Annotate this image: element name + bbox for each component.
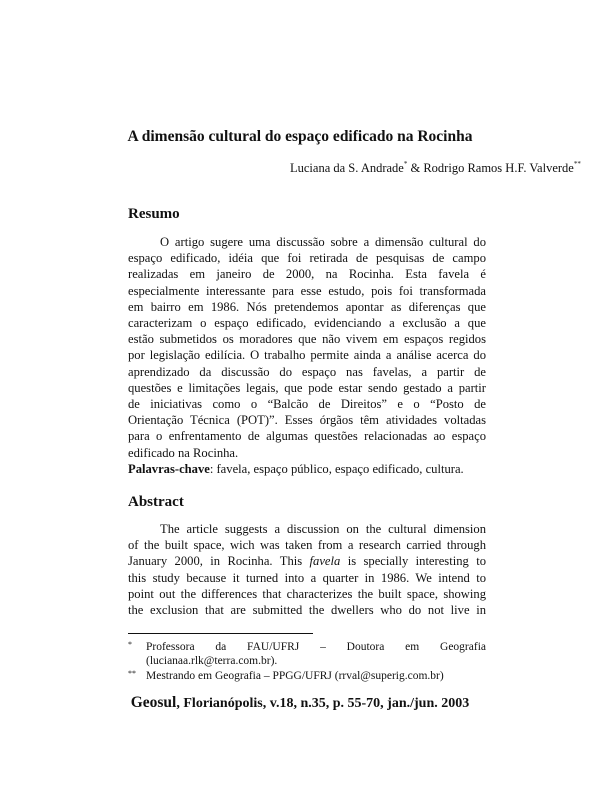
resumo-line: O artigo sugere uma discussão sobre a dimensão cultural do [160,235,486,249]
abstract-line-end: is specially interesting to [340,554,486,569]
resumo-line: de iniciativas como o “Balcão de Direitos” e o “Posto de [128,397,486,412]
keywords-label: Palavras-chave [128,461,210,476]
abstract-line: The article suggests a discussion on the cultural dimension [160,522,486,536]
keywords-line [128,461,486,477]
resumo-line: espaço edificado, idéia que foi retirada de pesquisas de campo [128,251,486,266]
resumo-line: realizadas em janeiro de 2000, na Rocinha. Esta favela é [128,267,486,282]
resumo-heading: Resumo [128,206,180,222]
abstract-line-start: January 2000, in Rocinha. This [128,554,310,569]
author-line [290,160,581,176]
footnote-marker-2[interactable]: ** [573,160,581,168]
resumo-line: especialmente interessante para esse estudo, pois foi transformada [128,283,486,298]
footnote-divider [128,633,313,634]
abstract-line [128,553,486,569]
footnote-1-email[interactable]: (lucianaa.rlk@terra.com.br). [146,655,278,667]
abstract-heading: Abstract [128,494,184,510]
footnote-1 [128,640,486,668]
resumo-line: para o enfrentamento de algumas questões relacionadas ao espaço [128,429,486,444]
footnote-marker-1[interactable]: * [403,160,408,168]
keywords-text: : favela, espaço público, espaço edificado, cultura. [209,461,464,476]
resumo-line: por legislação edilícia. O trabalho permite ainda a análise acerca do [128,348,486,363]
footnote-2-line1: Mestrando em Geografia – PPGG/UFRJ (rrval@superig.com.br) [146,670,444,682]
abstract-line: this study because it turned into a quarter in 1986. We intend to [128,570,486,585]
abstract-italic-term: favela [309,554,341,569]
journal-name: Geosul [130,694,177,711]
resumo-paragraph [128,234,486,477]
footnote-2 [128,669,486,683]
resumo-line: aprendizado da discussão do espaço nas favelas, a partir de [128,364,486,379]
author-separator: & [407,161,424,175]
paper-title: A dimensão cultural do espaço edificado na Rocinha [127,128,473,145]
resumo-line: caracterizam o espaço edificado, evidenciando a exclusão a que [128,316,486,331]
abstract-line: point out the differences that characterizes the built space, showing [128,586,486,601]
abstract-line: of the built space, wich was taken from a research carried through [128,538,486,553]
resumo-line: questões e limitações legais, que pode estar sendo gestado a partir [128,380,486,395]
abstract-paragraph [128,521,486,618]
resumo-line: estão submetidos os moradores que não vivem em espaços regidos [128,332,486,347]
footnote-1-mark: * [128,640,132,649]
resumo-line: Orientação Técnica (POT)”. Esses órgãos têm atividades voltadas [128,413,486,428]
abstract-line: the exclusion that are submitted the dwellers who do not live in [128,603,486,618]
resumo-line: em bairro em 1986. Nós pretendemos apontar as diferenças que [128,299,486,314]
footnote-1-line1: Professora da FAU/UFRJ – Doutora em Geografia [146,641,486,653]
footnote-2-mark: ** [128,669,136,678]
journal-citation [0,694,600,712]
resumo-line: edificado na Rocinha. [128,445,239,460]
citation-details: , Florianópolis, v.18, n.35, p. 55-70, jan./jun. 2003 [176,696,470,711]
author-1: Luciana da S. Andrade [290,161,404,175]
author-2: Rodrigo Ramos H.F. Valverde [423,161,574,175]
